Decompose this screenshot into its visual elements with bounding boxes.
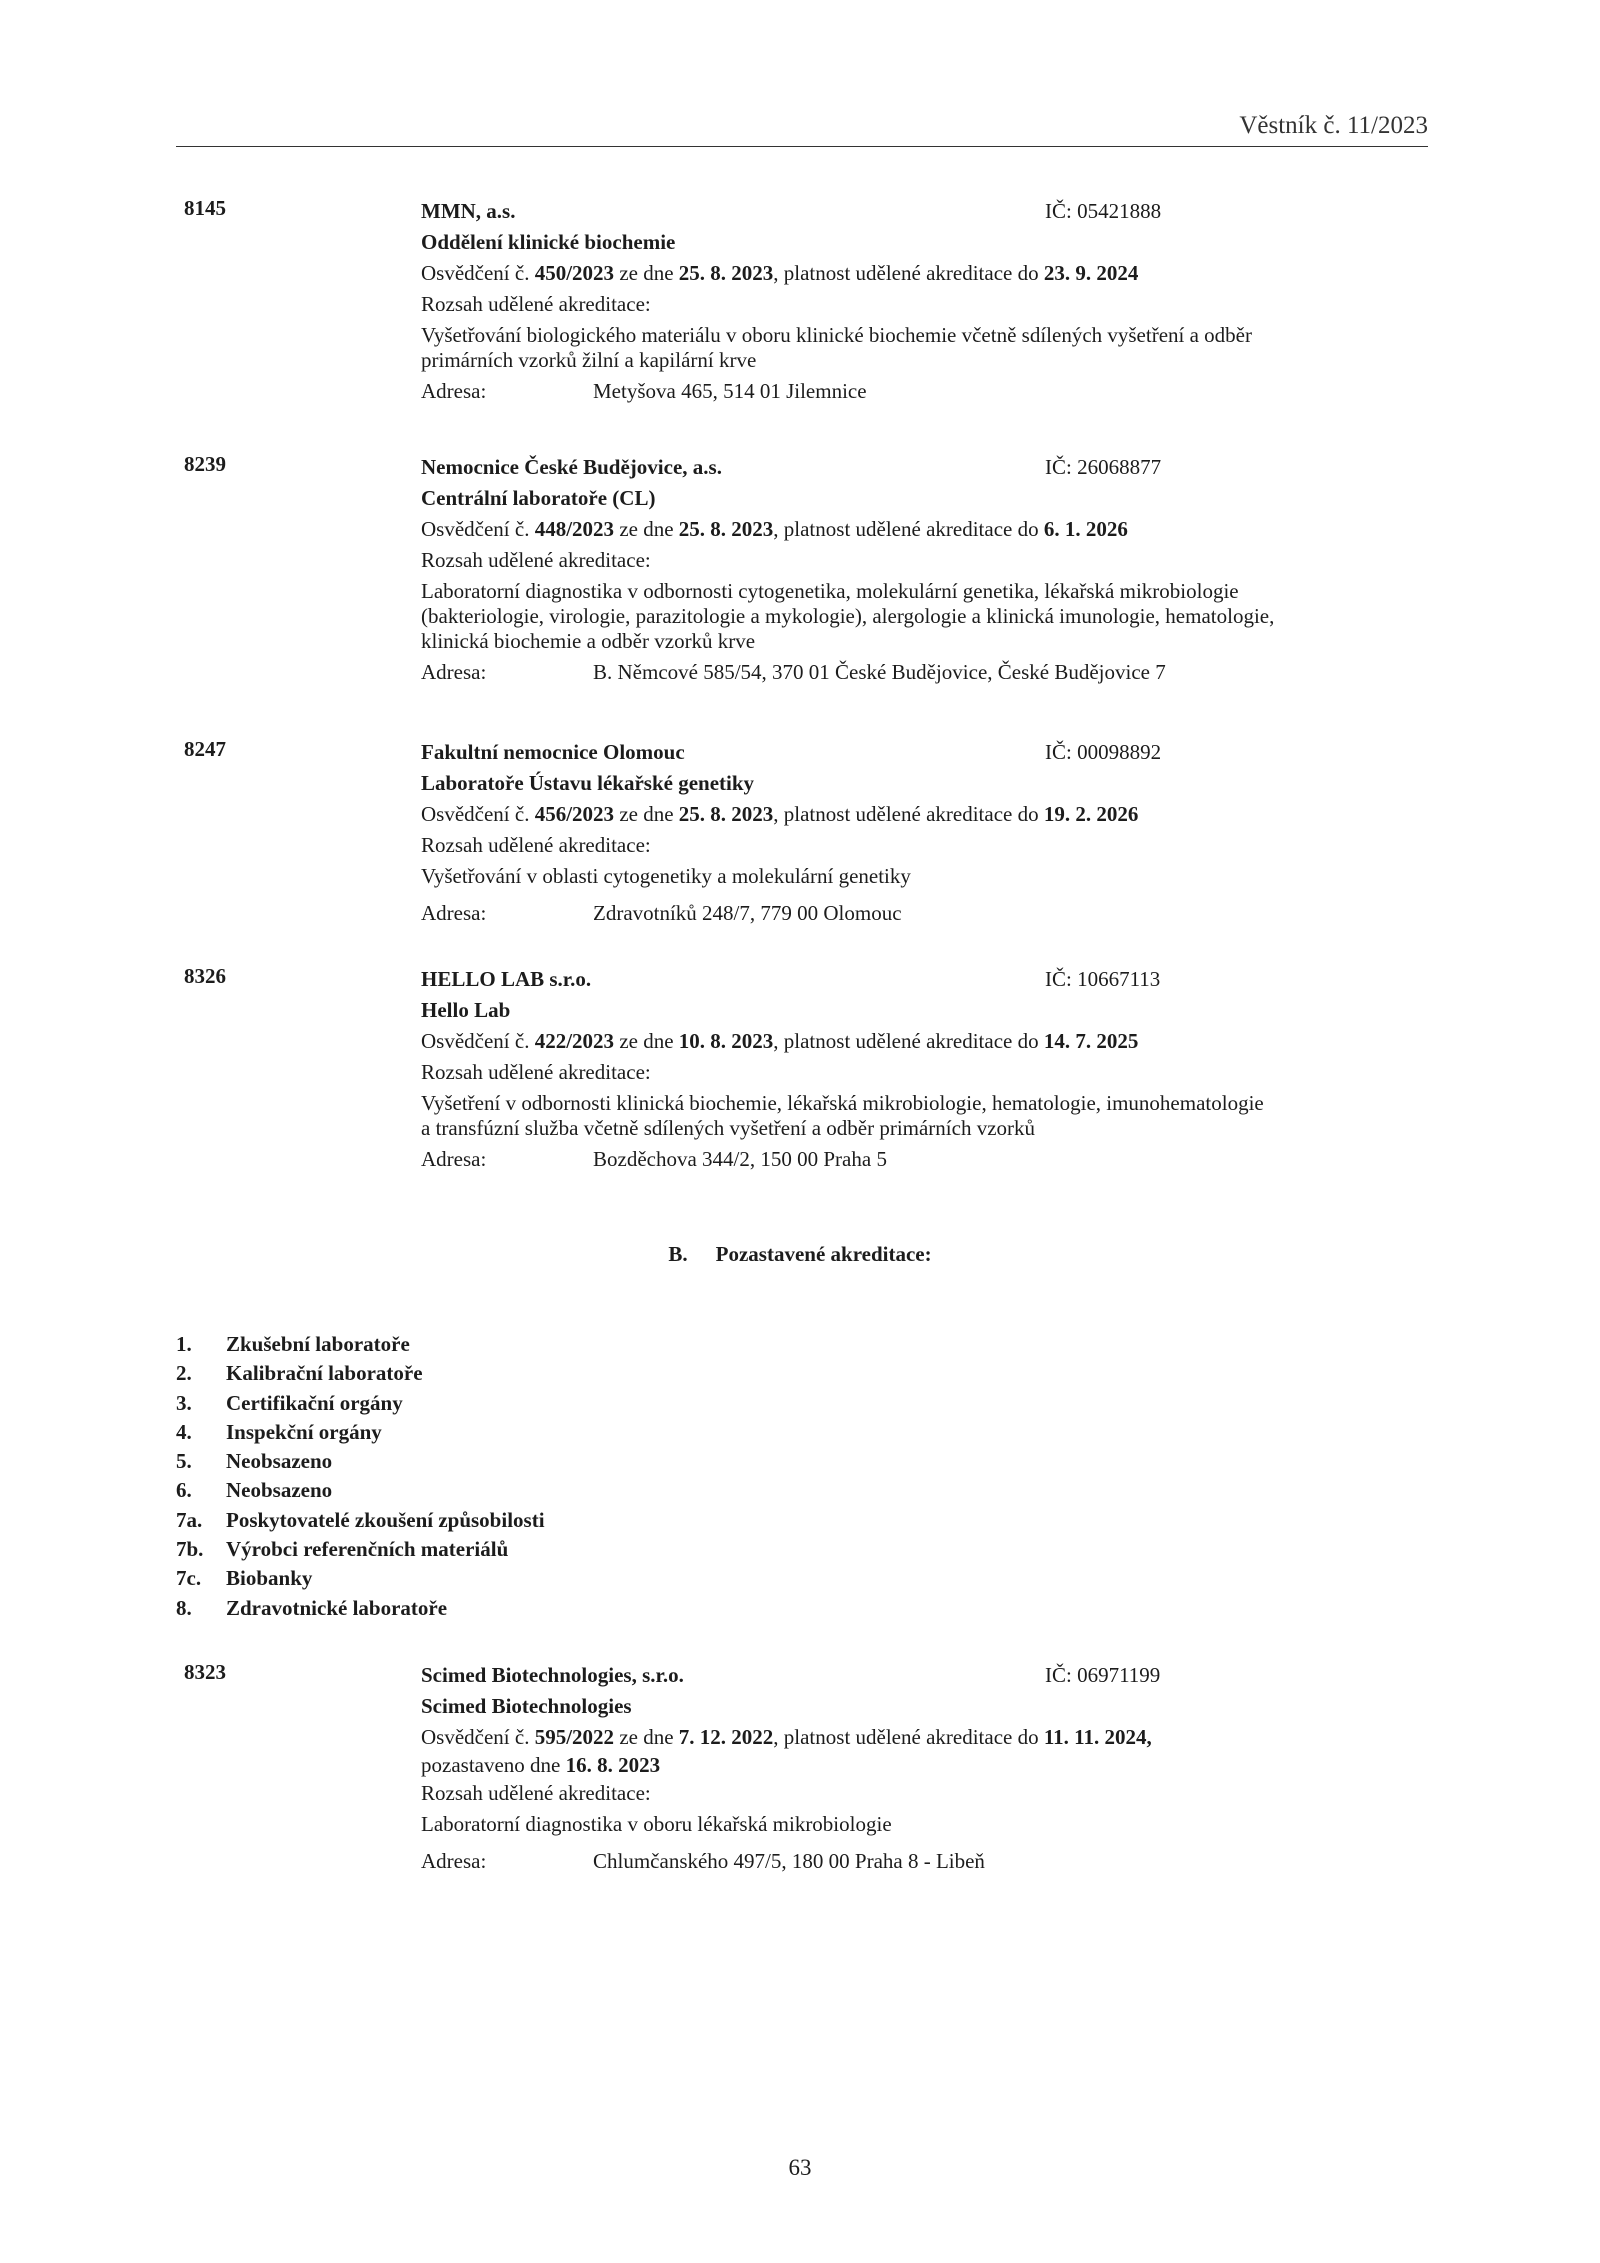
valid-until: 19. 2. 2026 xyxy=(1043,802,1139,826)
cert-validity-label: , platnost udělené akreditace do xyxy=(773,261,1044,285)
cert-prefix: Osvědčení č. xyxy=(421,517,535,541)
certificate-line xyxy=(421,1026,1421,1057)
suspension-date: 16. 8. 2023 xyxy=(565,1753,661,1777)
category-list xyxy=(176,1330,545,1623)
unit-name: Scimed Biotechnologies xyxy=(421,1694,632,1718)
list-item xyxy=(176,1476,545,1505)
journal-title: Věstník č. 11/2023 xyxy=(1239,112,1428,139)
cert-date: 25. 8. 2023 xyxy=(678,517,774,541)
cert-prefix: Osvědčení č. xyxy=(421,1725,535,1749)
organization-name: HELLO LAB s.r.o. xyxy=(421,967,592,991)
valid-until: 11. 11. 2024, xyxy=(1043,1725,1152,1749)
list-item-number: 7c. xyxy=(176,1566,202,1591)
list-item-label: Neobsazeno xyxy=(226,1478,333,1503)
unit-name: Hello Lab xyxy=(421,998,511,1022)
cert-number: 456/2023 xyxy=(534,802,615,826)
cert-validity-label: , platnost udělené akreditace do xyxy=(773,802,1044,826)
cert-prefix: Osvědčení č. xyxy=(421,802,535,826)
page-number: 63 xyxy=(788,2155,812,2180)
list-item-label: Neobsazeno xyxy=(226,1449,333,1474)
entry-number: 8239 xyxy=(184,452,226,476)
section-heading xyxy=(0,1242,1600,1267)
section-letter: B. xyxy=(668,1242,688,1266)
valid-until: 6. 1. 2026 xyxy=(1043,517,1128,541)
valid-until: 14. 7. 2025 xyxy=(1043,1029,1139,1053)
entry-body xyxy=(421,964,1421,1175)
address-value: B. Němcové 585/54, 370 01 České Budějovice, České Budějovice 7 xyxy=(593,660,1166,684)
organization-name: MMN, a.s. xyxy=(421,199,516,223)
cert-number: 595/2022 xyxy=(534,1725,615,1749)
company-id: IČ: 26068877 xyxy=(1045,455,1162,479)
list-item-label: Certifikační orgány xyxy=(226,1390,403,1415)
suspension-line xyxy=(421,1753,1421,1778)
list-item-number: 3. xyxy=(176,1390,192,1415)
cert-mid: ze dne xyxy=(614,1029,679,1053)
list-item xyxy=(176,1594,545,1623)
entry-body xyxy=(421,196,1421,407)
list-item-number: 6. xyxy=(176,1478,192,1503)
list-item-label: Zdravotnické laboratoře xyxy=(226,1595,448,1620)
cert-validity-label: , platnost udělené akreditace do xyxy=(773,517,1044,541)
cert-mid: ze dne xyxy=(614,802,679,826)
organization-name: Fakultní nemocnice Olomouc xyxy=(421,740,685,764)
list-item-label: Poskytovatelé zkoušení způsobilosti xyxy=(226,1507,545,1532)
list-item-number: 8. xyxy=(176,1595,192,1620)
entry-number: 8145 xyxy=(184,196,226,220)
list-item-number: 4. xyxy=(176,1419,192,1444)
list-item xyxy=(176,1506,545,1535)
cert-prefix: Osvědčení č. xyxy=(421,1029,535,1053)
certificate-line xyxy=(421,1722,1421,1753)
list-item-number: 5. xyxy=(176,1449,192,1474)
certificate-line xyxy=(421,514,1421,545)
entry-body xyxy=(421,1660,1421,1877)
list-item xyxy=(176,1418,545,1447)
address-line xyxy=(421,376,1421,407)
company-id: IČ: 05421888 xyxy=(1045,199,1162,223)
scope-line: primárních vzorků žilní a kapilární krve xyxy=(421,348,757,372)
address-line xyxy=(421,1846,1421,1877)
list-item xyxy=(176,1359,545,1388)
cert-validity-label: , platnost udělené akreditace do xyxy=(773,1029,1044,1053)
list-item-number: 7b. xyxy=(176,1537,204,1562)
cert-date: 10. 8. 2023 xyxy=(678,1029,774,1053)
entry-number: 8326 xyxy=(184,964,226,988)
page-header xyxy=(176,112,1428,147)
address-value: Bozděchova 344/2, 150 00 Praha 5 xyxy=(593,1147,887,1171)
list-item-label: Biobanky xyxy=(226,1566,313,1591)
scope-label: Rozsah udělené akreditace: xyxy=(421,833,651,857)
address-line xyxy=(421,1144,1421,1175)
address-line xyxy=(421,657,1421,688)
scope-line: (bakteriologie, virologie, parazitologie a mykologie), alergologie a klinická imunologie, hematologie, xyxy=(421,604,1275,628)
list-item xyxy=(176,1447,545,1476)
scope-label: Rozsah udělené akreditace: xyxy=(421,1781,651,1805)
address-label: Adresa: xyxy=(421,1147,487,1171)
entry-number: 8247 xyxy=(184,737,226,761)
unit-name: Centrální laboratoře (CL) xyxy=(421,486,656,510)
scope-line: Laboratorní diagnostika v odbornosti cytogenetika, molekulární genetika, lékařská mikrobiologie xyxy=(421,579,1239,603)
section-title: Pozastavené akreditace: xyxy=(715,1242,932,1266)
address-label: Adresa: xyxy=(421,1849,487,1873)
list-item-label: Výrobci referenčních materiálů xyxy=(226,1537,509,1562)
cert-date: 25. 8. 2023 xyxy=(678,261,774,285)
cert-date: 25. 8. 2023 xyxy=(678,802,774,826)
scope-text xyxy=(421,861,1421,898)
list-item xyxy=(176,1389,545,1418)
unit-name: Oddělení klinické biochemie xyxy=(421,230,676,254)
scope-text xyxy=(421,320,1421,376)
scope-line: Laboratorní diagnostika v oboru lékařská mikrobiologie xyxy=(421,1812,892,1836)
unit-name: Laboratoře Ústavu lékařské genetiky xyxy=(421,771,755,795)
scope-label: Rozsah udělené akreditace: xyxy=(421,292,651,316)
list-item-number: 2. xyxy=(176,1361,192,1386)
address-value: Metyšova 465, 514 01 Jilemnice xyxy=(593,379,867,403)
entry-number: 8323 xyxy=(184,1660,226,1684)
organization-name: Scimed Biotechnologies, s.r.o. xyxy=(421,1663,684,1687)
scope-label: Rozsah udělené akreditace: xyxy=(421,1060,651,1084)
cert-number: 450/2023 xyxy=(534,261,615,285)
address-value: Zdravotníků 248/7, 779 00 Olomouc xyxy=(593,901,902,925)
scope-text xyxy=(421,1809,1421,1846)
cert-number: 422/2023 xyxy=(534,1029,615,1053)
valid-until: 23. 9. 2024 xyxy=(1043,261,1139,285)
list-item-number: 1. xyxy=(176,1332,192,1356)
address-label: Adresa: xyxy=(421,660,487,684)
scope-line: a transfúzní služba včetně sdílených vyšetření a odběr primárních vzorků xyxy=(421,1116,1036,1140)
company-id: IČ: 06971199 xyxy=(1045,1663,1161,1687)
list-item xyxy=(176,1535,545,1564)
address-label: Adresa: xyxy=(421,379,487,403)
cert-mid: ze dne xyxy=(614,261,679,285)
cert-number: 448/2023 xyxy=(534,517,615,541)
company-id: IČ: 10667113 xyxy=(1045,967,1161,991)
entry-body xyxy=(421,737,1421,929)
list-item-label: Kalibrační laboratoře xyxy=(226,1361,423,1386)
scope-text xyxy=(421,576,1421,657)
scope-text xyxy=(421,1088,1421,1144)
organization-name: Nemocnice České Budějovice, a.s. xyxy=(421,455,722,479)
scope-line: Vyšetřování v oblasti cytogenetiky a molekulární genetiky xyxy=(421,864,911,888)
list-item-label: Zkušební laboratoře xyxy=(226,1332,410,1356)
cert-date: 7. 12. 2022 xyxy=(678,1725,774,1749)
cert-validity-label: , platnost udělené akreditace do xyxy=(773,1725,1044,1749)
suspension-label: pozastaveno dne xyxy=(421,1753,566,1777)
entry-body xyxy=(421,452,1421,688)
cert-mid: ze dne xyxy=(614,1725,679,1749)
list-item xyxy=(176,1330,545,1359)
scope-line: klinická biochemie a odběr vzorků krve xyxy=(421,629,756,653)
company-id: IČ: 00098892 xyxy=(1045,740,1162,764)
address-value: Chlumčanského 497/5, 180 00 Praha 8 - Libeň xyxy=(593,1849,985,1873)
list-item-number: 7a. xyxy=(176,1507,203,1532)
cert-mid: ze dne xyxy=(614,517,679,541)
list-item xyxy=(176,1564,545,1593)
address-label: Adresa: xyxy=(421,901,487,925)
scope-label: Rozsah udělené akreditace: xyxy=(421,548,651,572)
scope-line: Vyšetřování biologického materiálu v oboru klinické biochemie včetně sdílených vyšetření a odběr xyxy=(421,323,1252,347)
cert-prefix: Osvědčení č. xyxy=(421,261,535,285)
list-item-label: Inspekční orgány xyxy=(226,1419,382,1444)
certificate-line xyxy=(421,258,1421,289)
certificate-line xyxy=(421,799,1421,830)
address-line xyxy=(421,898,1421,929)
scope-line: Vyšetření v odbornosti klinická biochemie, lékařská mikrobiologie, hematologie, imunohematologie xyxy=(421,1091,1264,1115)
